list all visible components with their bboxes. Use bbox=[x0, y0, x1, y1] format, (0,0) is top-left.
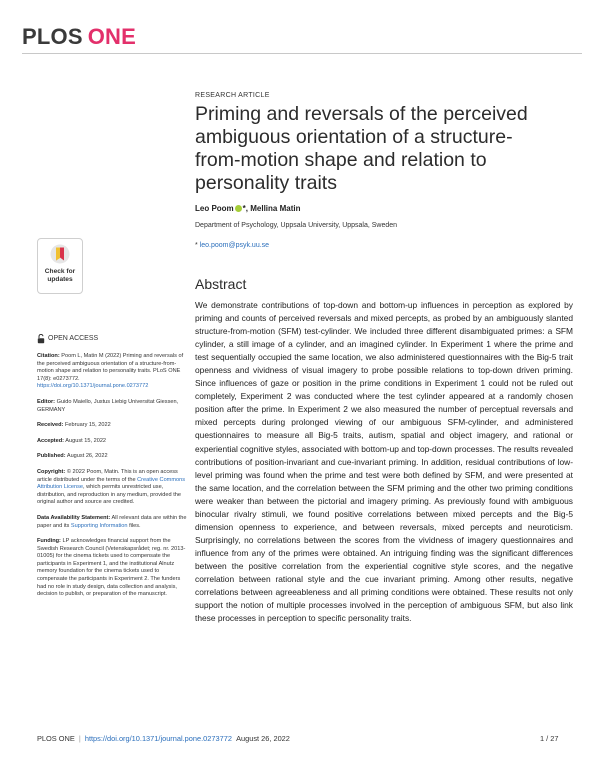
data-availability-label: Data Availability Statement: bbox=[37, 514, 111, 521]
received-label: Received: bbox=[37, 422, 64, 429]
footer-separator: | bbox=[78, 734, 81, 743]
copyright-label: Copyright: bbox=[37, 468, 66, 475]
footer-journal: PLOS ONE bbox=[37, 734, 75, 743]
license-link[interactable]: Creative Commons Attribution License bbox=[37, 476, 186, 491]
data-availability bbox=[37, 515, 187, 530]
accepted-date: August 15, 2022 bbox=[65, 437, 107, 444]
funding bbox=[37, 538, 187, 599]
received-date: February 15, 2022 bbox=[65, 422, 111, 429]
email-link[interactable]: leo.poom@psyk.uu.se bbox=[199, 242, 270, 249]
check-for-updates-badge[interactable] bbox=[37, 238, 83, 294]
corresponding-email bbox=[195, 242, 269, 249]
article-sidebar bbox=[37, 334, 187, 607]
orcid-icon[interactable] bbox=[235, 205, 242, 212]
header-divider bbox=[22, 53, 582, 54]
badge-line-1: Check for bbox=[44, 268, 76, 275]
bookmark-icon bbox=[50, 244, 70, 264]
footer-date: August 26, 2022 bbox=[236, 734, 290, 743]
abstract-body: We demonstrate contributions of top-down and bottom-up influences in perception as explored by priming and counts of perceived reversals and mixed percepts, as probed by an ambiguously slanted structure-from-motion (SFM) test-cylinder. We included three different disambiguated primes: a SFM cylinder, a still image of a cylinder, and an imagined cylinder. In Experiment 1 where the prime and test sequentially occupied the same location, we also administered questionnaires with the Big-5 trait openness and vividness of visual imagery to probe possible relations to top-down driven priming. Since influences of gaze or position in the prime conditions in Experiment 1 could not be ruled out completely, Experiment 2 was conducted where the test cylinder appeared at a randomly chosen position after the prime. In Experiment 2 we also measured the number of perceptual reversals and mixed percepts during prolonged viewing of our ambiguous SFM-cylinder, and administered questionnaires to measure all Big-5 traits, autism, spatial and object imagery, and rational or experiential cognitive styles, associated with bottom-up and top-down processes. The results revealed contributions of position-invariant and cue-invariant priming. In addition, residual contributions of low-level priming was found when the prime and test were both defined by SFM, and were presented at the same location, and the correlation between the SFM priming and the other two priming conditions were weaker than between the pictorial and imagery priming. As previously found with ambiguous binocular rivalry stimuli, we found positive correlations between mixed percepts and the Big-5 dimension openness to experience, and between reversals, mixed percepts and neuroticism. Surprisingly, no correlations between the scores from the vividness of imagery questionnaires and influence from any of the primes were obtained. An intriguing finding was the significant differences between the positive correlation from the experiential cognitive style scores, and the negative correlation between rational style and the cue invariant priming. Among other results, negative correlations between agreeableness and all priming conditions were obtained. These results not only support the notion of multiple processes involved in the perception of ambiguous SFM, but also link these processes in perception to specific personality traits. bbox=[195, 300, 573, 624]
published-label: Published: bbox=[37, 453, 66, 460]
editor bbox=[37, 399, 187, 414]
author-list bbox=[195, 204, 300, 213]
published-date: August 26, 2022 bbox=[66, 453, 108, 460]
badge-line-2: updates bbox=[47, 275, 73, 283]
open-access bbox=[37, 334, 187, 344]
page-number: 1 / 27 bbox=[540, 734, 559, 743]
logo-one-text: ONE bbox=[87, 24, 136, 49]
affiliation: Department of Psychology, Uppsala University, Uppsala, Sweden bbox=[195, 222, 398, 229]
open-lock-icon bbox=[37, 334, 45, 344]
citation-text: Poom L, Matin M (2022) Priming and reversals of the perceived ambiguous orientation of a structure-from-motion shape and relation to personality traits. PLoS ONE 17(8): e0273772. bbox=[37, 353, 184, 382]
received bbox=[37, 422, 187, 430]
footer-doi-link[interactable]: https://doi.org/10.1371/journal.pone.0273772 bbox=[84, 734, 232, 743]
funding-text: LP acknowledges financial support from the Swedish Research Council (Vetenskapsrådet; reg. nr. 2013-01005) for the cinema tickets used to compensate the participants in Experiment 1, and the institutional Alnutz memory foundation for the cinema tickets used to compensate the participants in Experiment 2. The funders had no role in study design, data collection and analysis, decision to publish, or preparation of the manuscript. bbox=[37, 538, 186, 598]
editor-label: Editor: bbox=[37, 398, 56, 405]
article-title: Priming and reversals of the perceived ambiguous orientation of a structure-from-motion shape and relation to personality traits bbox=[195, 103, 528, 194]
corresponding-mark: *, bbox=[242, 204, 249, 213]
accepted-label: Accepted: bbox=[37, 437, 65, 444]
logo-plos-text: PLOS bbox=[22, 24, 83, 49]
page-footer bbox=[37, 734, 290, 743]
data-availability-text-2: files. bbox=[129, 522, 141, 529]
citation-doi-link[interactable]: https://doi.org/10.1371/journal.pone.0273772 bbox=[37, 383, 149, 390]
author-name: Leo Poom bbox=[195, 204, 234, 213]
badge-label bbox=[38, 268, 82, 283]
citation-label: Citation: bbox=[37, 353, 60, 359]
published bbox=[37, 453, 187, 461]
copyright bbox=[37, 469, 187, 507]
journal-logo[interactable] bbox=[22, 24, 136, 50]
supporting-information-link[interactable]: Supporting Information bbox=[70, 522, 128, 529]
citation bbox=[37, 353, 187, 391]
abstract-heading: Abstract bbox=[195, 276, 247, 292]
copyright-text-2: , which permits unrestricted use, distribution, and reproduction in any medium, provided the original author and source are credited. bbox=[37, 484, 181, 506]
author-name: Mellina Matin bbox=[250, 204, 301, 213]
editor-text: Guido Maiello, Justus Liebig Universitat Giessen, GERMANY bbox=[37, 398, 179, 413]
corresponding-star: * bbox=[195, 242, 198, 249]
copyright-text: © 2022 Poom, Matin. This is an open access article distributed under the terms of the bbox=[37, 468, 178, 483]
open-access-label: OPEN ACCESS bbox=[48, 335, 99, 343]
article-type: RESEARCH ARTICLE bbox=[195, 92, 270, 99]
data-availability-text: All relevant data are within the paper and its bbox=[37, 514, 187, 529]
funding-label: Funding: bbox=[37, 538, 61, 545]
accepted bbox=[37, 438, 187, 446]
